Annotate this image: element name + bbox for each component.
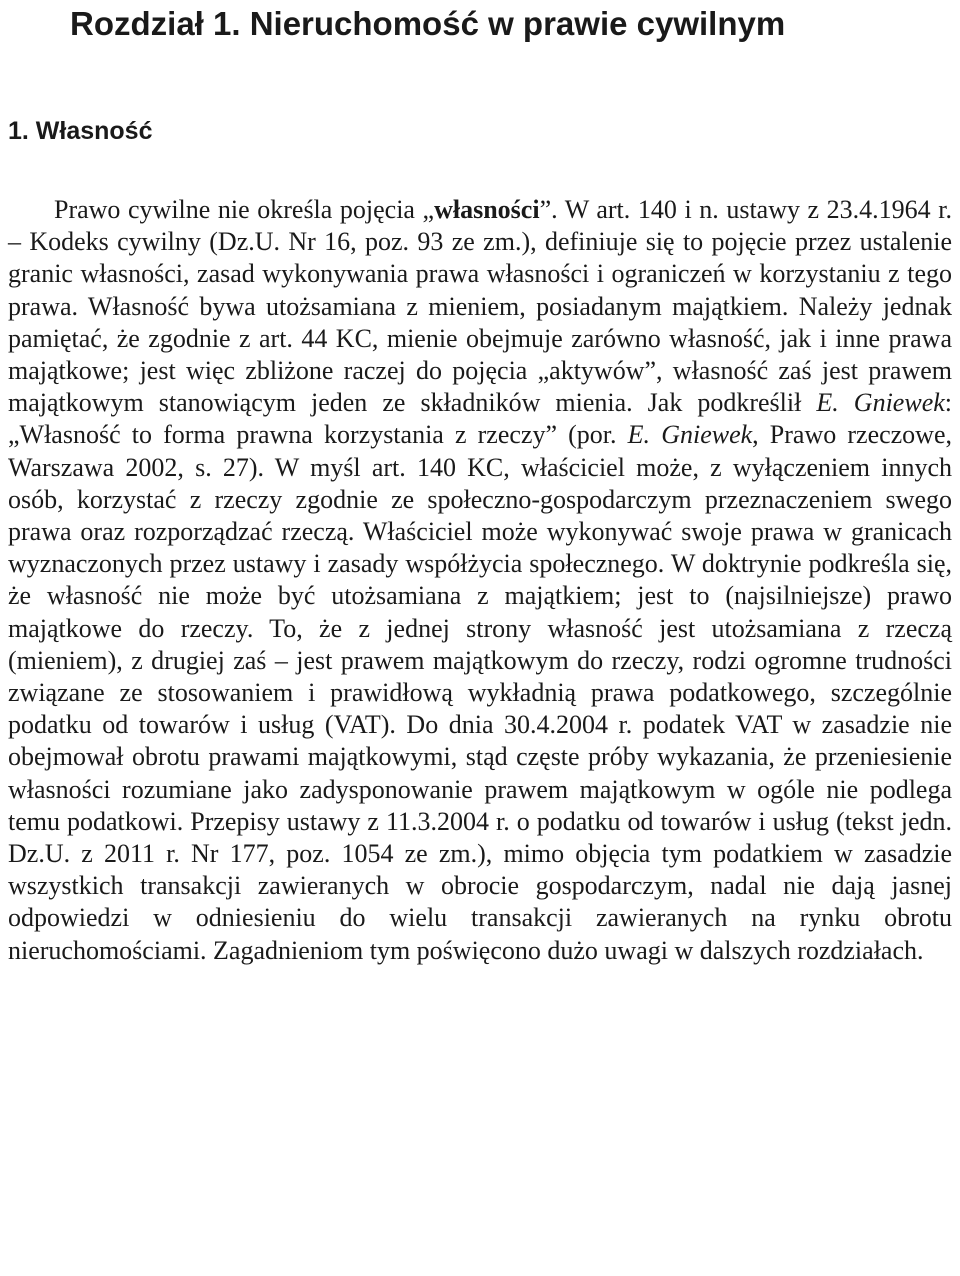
author-name: E. Gniewek — [627, 420, 753, 450]
term-wlasnosc: własności — [434, 195, 540, 224]
text-span: , Prawo rzeczowe, Warszawa 2002, s. 27). W myśl art. 140 KC, właściciel może, z wyłączeniem innych osób, korzystać z rzeczy zgodnie ze społeczno-gospodarczym przeznaczeniem swego prawa oraz rozporządzać rzeczą. Właściciel może wykonywać swoje prawa w granicach wyznaczonych przez ustawy i zasady współżycia społecznego. W doktrynie podkreśla się, że własność nie może być utożsamiana z majątkiem; jest to (najsilniejsze) prawo majątkowe do rzeczy. To, że z jednej strony własność jest utożsamiana z rzeczą (mieniem), z drugiej zaś – jest prawem majątkowym do rzeczy, rodzi ogromne trudności związane ze stosowaniem i prawidłową wykładnią prawa podatkowego, szczególnie podatku od towarów i usług (VAT). Do dnia 30.4.2004 r. podatek VAT w zasadzie nie obejmował obrotu prawami majątkowymi, stąd częste próby wykazania, że przeniesienie własności rozumiane jako zadysponowanie prawem majątkowym w ogóle nie podlega temu podatkowi. Przepisy ustawy z 11.3.2004 r. o podatku od towarów i usług (tekst jedn. Dz.U. z 2011 r. Nr 177, poz. 1054 ze zm.), mimo objęcia tym podatkiem w zasadzie wszystkich transakcji zawieranych w obrocie gospodarczym, nadal nie dają jasnej odpowiedzi w odniesieniu do wielu transakcji zawieranych na rynku obrotu nieruchomościami. Zagadnieniom tym poświęcono dużo uwagi w dalszych rozdziałach. — [8, 420, 953, 965]
text-span: Prawo cywilne nie określa pojęcia „ — [54, 195, 435, 224]
text-span: : „Własność to forma prawna korzystania z rzeczy” (por. — [8, 388, 953, 450]
author-name: E. Gniewek — [816, 388, 945, 418]
text-span: ”. W art. 140 i n. ustawy z 23.4.1964 r. – Kodeks cywilny (Dz.U. Nr 16, poz. 93 ze zm.), definiuje się to pojęcie przez ustalenie granic własności, zasad wykonywania prawa własności i ograniczeń w korzystaniu z tego prawa. Własność bywa utożsamiana z mieniem, posiadanym majątkiem. Należy jednak pamiętać, że zgodnie z art. 44 KC, mienie obejmuje zarówno własność, jak i inne prawa majątkowe; jest więc zbliżone raczej do pojęcia „aktywów”, własność zaś jest prawem majątkowym stanowiącym jeden ze składników mienia. Jak podkreślił — [8, 195, 952, 418]
chapter-title: Rozdział 1. Nieruchomość w prawie cywilnym — [70, 5, 786, 42]
body-paragraph — [8, 194, 952, 967]
section-title: 1. Własność — [8, 117, 153, 145]
